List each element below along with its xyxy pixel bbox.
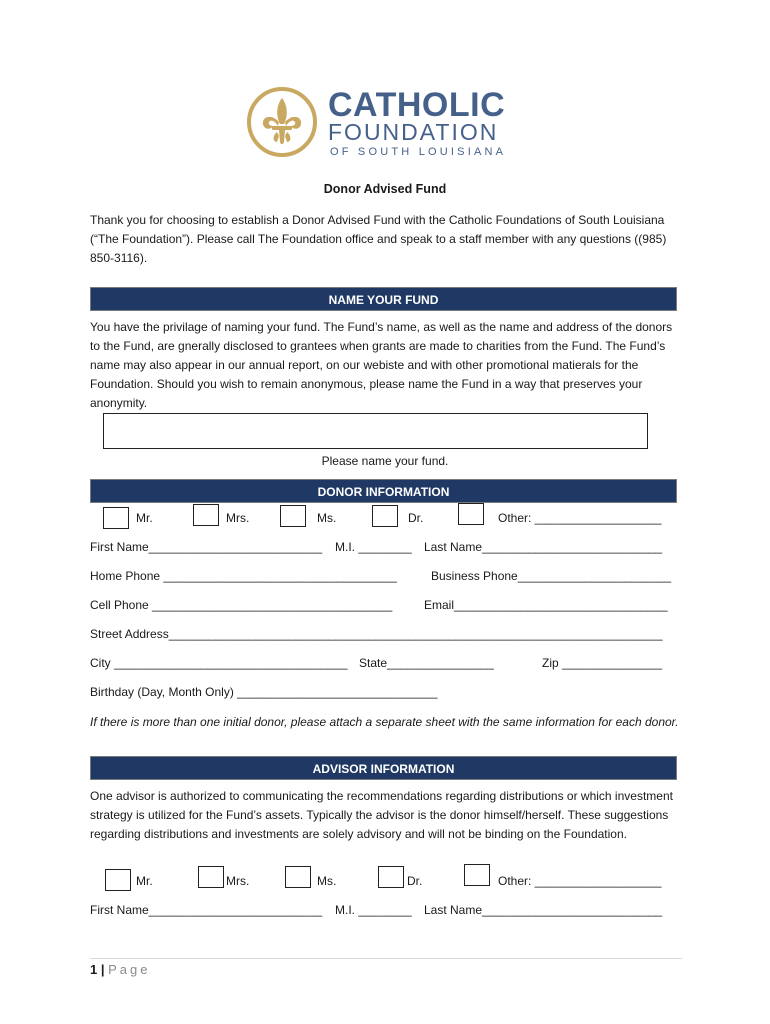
fund-name-input[interactable] xyxy=(103,413,648,449)
advisor-title-mr-label: Mr. xyxy=(136,874,153,888)
name-fund-paragraph: You have the privilage of naming your fund. The Fund’s name, as well as the name and address of the donors to the Fund, are gnerally disclosed to grantees when grants are made to charities from the Fund. The Fund’s name may also appear in our annual report, on our webiste and with other promotional matierals for the Foundation. Should you wish to remain anonymous, please name the Fund in a way that preserves your anonymity. xyxy=(90,320,673,410)
advisor-last-name-field[interactable]: Last Name___________________________ xyxy=(424,903,663,917)
donor-street-address-field[interactable]: Street Address__________________________________________________________________________ xyxy=(90,627,663,641)
advisor-title-mrs-label: Mrs. xyxy=(226,874,250,888)
donor-home-phone-field[interactable]: Home Phone ___________________________________ xyxy=(90,569,397,583)
logo-line-foundation: FOUNDATION xyxy=(328,119,499,145)
fund-name-label: Please name your fund. xyxy=(321,454,449,468)
page-word: Page xyxy=(108,962,151,977)
section-header-advisor-information: ADVISOR INFORMATION xyxy=(90,756,677,780)
donor-cell-phone-field[interactable]: Cell Phone ____________________________________ xyxy=(90,598,393,612)
donor-title-mr-checkbox[interactable] xyxy=(103,507,129,529)
donor-title-other-checkbox[interactable] xyxy=(458,503,484,525)
advisor-mi-field[interactable]: M.I. ________ xyxy=(335,903,412,917)
donor-title-other-field[interactable]: Other: ___________________ xyxy=(498,511,662,525)
donor-title-ms-label: Ms. xyxy=(317,511,337,525)
donor-mi-field[interactable]: M.I. ________ xyxy=(335,540,412,554)
donor-title-ms-checkbox[interactable] xyxy=(280,505,306,527)
advisor-title-dr-label: Dr. xyxy=(407,874,423,888)
donor-business-phone-field[interactable]: Business Phone_______________________ xyxy=(431,569,672,583)
advisor-first-name-field[interactable]: First Name__________________________ xyxy=(90,903,323,917)
donor-title-mrs-checkbox[interactable] xyxy=(193,504,219,526)
donor-zip-field[interactable]: Zip _______________ xyxy=(542,656,663,670)
donor-note: If there is more than one initial donor, please attach a separate sheet with the same information for each donor. xyxy=(90,715,679,729)
donor-last-name-field[interactable]: Last Name___________________________ xyxy=(424,540,663,554)
donor-email-field[interactable]: Email________________________________ xyxy=(424,598,668,612)
donor-title-mr-label: Mr. xyxy=(136,511,153,525)
advisor-title-mr-checkbox[interactable] xyxy=(105,869,131,891)
donor-title-dr-checkbox[interactable] xyxy=(372,505,398,527)
page-footer xyxy=(90,962,151,977)
donor-birthday-field[interactable]: Birthday (Day, Month Only) ______________________________ xyxy=(90,685,438,699)
section-header-name-your-fund: NAME YOUR FUND xyxy=(90,287,677,311)
advisor-title-mrs-checkbox[interactable] xyxy=(198,866,224,888)
advisor-title-ms-label: Ms. xyxy=(317,874,337,888)
section-header-donor-information: DONOR INFORMATION xyxy=(90,479,677,503)
donor-city-field[interactable]: City ___________________________________ xyxy=(90,656,348,670)
logo-line-region: OF SOUTH LOUISIANA xyxy=(330,146,507,158)
logo-line-catholic: CATHOLIC xyxy=(328,86,506,124)
advisor-title-other-checkbox[interactable] xyxy=(464,864,490,886)
foundation-logo xyxy=(246,84,526,166)
footer-divider xyxy=(90,958,682,959)
advisor-paragraph: One advisor is authorized to communicating the recommendations regarding distributions or which investment strategy is utilized for the Fund’s assets. Typically the advisor is the donor himself/herself. These suggestions regarding distributions and investments are solely advisory and will not be binding on the Foundation. xyxy=(90,789,673,841)
advisor-title-ms-checkbox[interactable] xyxy=(285,866,311,888)
advisor-title-dr-checkbox[interactable] xyxy=(378,866,404,888)
donor-first-name-field[interactable]: First Name__________________________ xyxy=(90,540,323,554)
footer-separator: | xyxy=(100,962,105,977)
donor-state-field[interactable]: State________________ xyxy=(359,656,494,670)
fleur-de-lis-icon xyxy=(246,86,318,158)
page-number: 1 xyxy=(90,962,98,977)
document-title: Donor Advised Fund xyxy=(323,182,447,196)
donor-title-dr-label: Dr. xyxy=(408,511,424,525)
intro-paragraph: Thank you for choosing to establish a Donor Advised Fund with the Catholic Foundations of South Louisiana (“The Foundation”). Please call The Foundation office and speak to a staff member with any questions ((985) 850-3116). xyxy=(90,213,667,265)
donor-title-mrs-label: Mrs. xyxy=(226,511,250,525)
advisor-title-other-field[interactable]: Other: ___________________ xyxy=(498,874,662,888)
